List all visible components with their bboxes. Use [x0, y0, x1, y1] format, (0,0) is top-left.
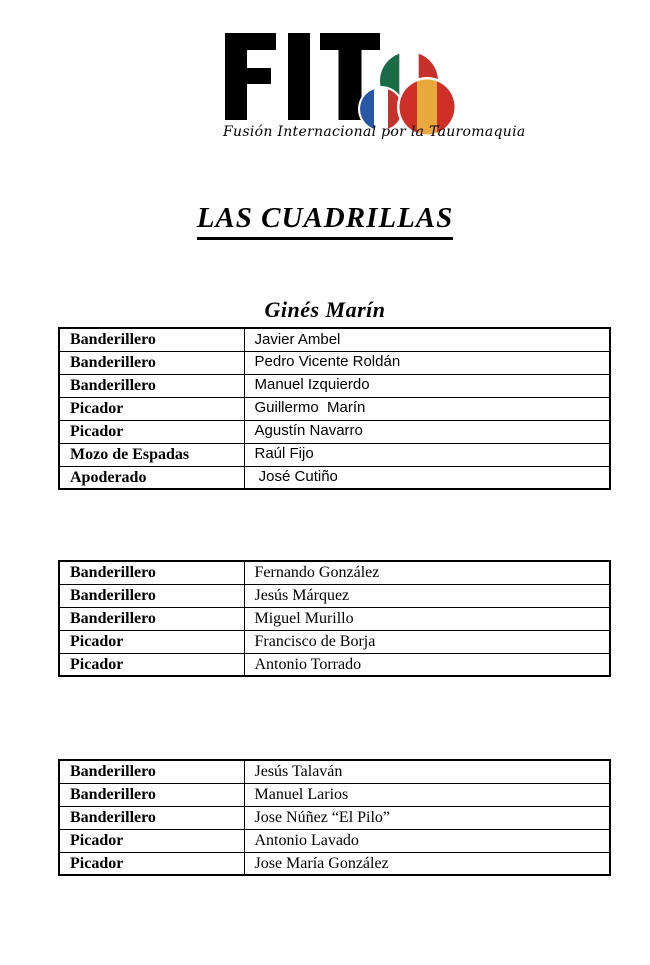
table-row: [59, 351, 610, 374]
page: [0, 33, 650, 965]
name-cell: Javier Ambel: [244, 328, 610, 351]
table-row: [59, 420, 610, 443]
role-cell: Banderillero: [59, 351, 244, 374]
role-cell: Banderillero: [59, 561, 244, 584]
role-cell: Mozo de Espadas: [59, 443, 244, 466]
table-row: [59, 328, 610, 351]
table-row: [59, 374, 610, 397]
table-row: [59, 466, 610, 489]
logo-tagline: Fusión Internacional por la Tauromaquia: [223, 124, 526, 140]
role-cell: Apoderado: [59, 466, 244, 489]
name-cell: Jose María González: [244, 852, 610, 875]
fit-letters: [225, 33, 380, 120]
name-cell: José Cutiño: [244, 466, 610, 489]
matador-name-heading: Ginés Marín: [264, 296, 386, 322]
name-cell: Pedro Vicente Roldán: [244, 351, 610, 374]
role-cell: Banderillero: [59, 607, 244, 630]
table-row: [59, 584, 610, 607]
name-cell: Manuel Larios: [244, 783, 610, 806]
letter-i: [288, 33, 310, 120]
cuadrilla-table-1: [58, 327, 611, 490]
role-cell: Picador: [59, 630, 244, 653]
table-row: [59, 852, 610, 875]
role-cell: Picador: [59, 852, 244, 875]
letter-f: [225, 33, 276, 120]
role-cell: Picador: [59, 653, 244, 676]
cuadrilla-table-2: [58, 560, 611, 677]
table-row: [59, 760, 610, 783]
page-title: LAS CUADRILLAS: [197, 203, 454, 240]
fit-logo: [223, 33, 526, 140]
table-row: [59, 397, 610, 420]
role-cell: Picador: [59, 397, 244, 420]
table-row: [59, 443, 610, 466]
name-cell: Jesús Márquez: [244, 584, 610, 607]
table-row: [59, 783, 610, 806]
name-cell: Raúl Fijo: [244, 443, 610, 466]
role-cell: Banderillero: [59, 584, 244, 607]
name-cell: Fernando González: [244, 561, 610, 584]
fit-logo-graphic: [225, 33, 465, 136]
name-cell: Antonio Torrado: [244, 653, 610, 676]
table-row: [59, 806, 610, 829]
table-row: [59, 561, 610, 584]
role-cell: Banderillero: [59, 760, 244, 783]
name-cell: Guillermo Marín: [244, 397, 610, 420]
table-row: [59, 607, 610, 630]
role-cell: Picador: [59, 829, 244, 852]
role-cell: Picador: [59, 420, 244, 443]
name-cell: Miguel Murillo: [244, 607, 610, 630]
name-cell: Jose Núñez “El Pilo”: [244, 806, 610, 829]
table-row: [59, 829, 610, 852]
table-row: [59, 653, 610, 676]
table-row: [59, 630, 610, 653]
cuadrilla-table-3: [58, 759, 611, 876]
name-cell: Jesús Talaván: [244, 760, 610, 783]
name-cell: Antonio Lavado: [244, 829, 610, 852]
role-cell: Banderillero: [59, 374, 244, 397]
name-cell: Francisco de Borja: [244, 630, 610, 653]
role-cell: Banderillero: [59, 328, 244, 351]
name-cell: Manuel Izquierdo: [244, 374, 610, 397]
name-cell: Agustín Navarro: [244, 420, 610, 443]
role-cell: Banderillero: [59, 783, 244, 806]
role-cell: Banderillero: [59, 806, 244, 829]
